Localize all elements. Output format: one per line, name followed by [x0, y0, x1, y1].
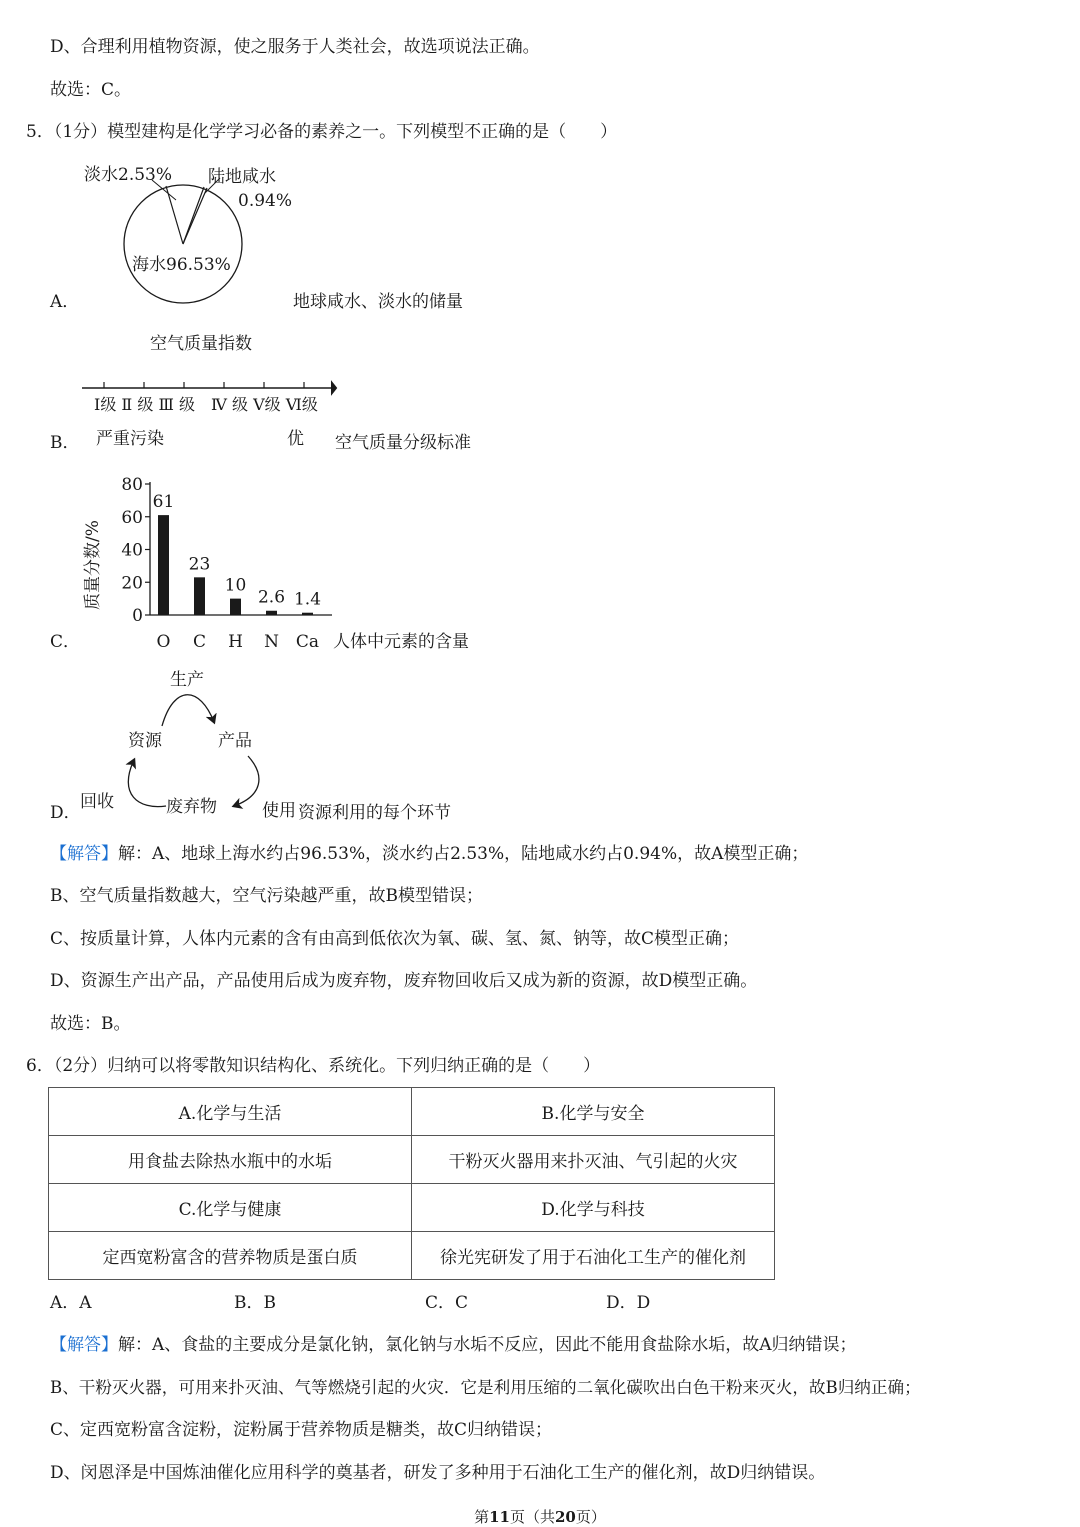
table-cell: 徐光宪研发了用于石油化工生产的催化剂: [412, 1232, 775, 1280]
air-quality-scale-figure: [80, 328, 340, 453]
q6-analysis-d: D、闵恩泽是中国炼油催化应用科学的奠基者，研发了多种用于石油化工生产的催化剂，故D归纳错误。: [50, 1463, 826, 1483]
scale-left-label: 严重污染: [96, 429, 164, 449]
pie-label-land-pct: 0.94%: [238, 191, 293, 211]
y-tick-label: 40: [121, 540, 143, 561]
table-cell: D.化学与科技: [412, 1184, 775, 1232]
bar-value-label: 61: [152, 492, 175, 513]
bar-value-label: 23: [188, 554, 211, 575]
pie-label-land: 陆地咸水: [208, 167, 276, 187]
table-cell: 定西宽粉富含的营养物质是蛋白质: [49, 1232, 412, 1280]
analysis-text: 解：A、地球上海水约占96.53%，淡水约占2.53%，陆地咸水约占0.94%，故A模型正确；: [118, 844, 809, 864]
cycle-resource: 资源: [128, 731, 162, 751]
bar-ca: [302, 613, 313, 615]
footer-text: 页）: [575, 1508, 606, 1526]
scale-levels: Ⅰ级 Ⅱ 级 Ⅲ 级 Ⅳ 级 Ⅴ级 Ⅵ级: [94, 395, 318, 414]
bar-value-label: 1.4: [293, 589, 322, 610]
table-row: [49, 1136, 775, 1184]
page-footer: [0, 1506, 1080, 1527]
cycle-recycle: 回收: [80, 792, 114, 812]
footer-text: 第: [474, 1508, 490, 1526]
option-c-letter: C．: [50, 632, 81, 652]
cycle-product: 产品: [218, 731, 252, 751]
question-5-stem: 5．（1分）模型建构是化学学习必备的素养之一。下列模型不正确的是（ ）: [26, 122, 618, 142]
table-cell: A.化学与生活: [49, 1088, 412, 1136]
q6-analysis-b: B、干粉灭火器，可用来扑灭油、气等燃烧引起的火灾．它是利用压缩的二氧化碳吹出白色干粉来灭火，故B归纳正确；: [50, 1378, 921, 1397]
q6-table: [48, 1087, 775, 1280]
q6-option-c: C．C: [425, 1293, 469, 1313]
x-tick-label: N: [264, 632, 279, 652]
q5-answer: 故选：B。: [50, 1014, 131, 1034]
y-tick-label: 0: [132, 606, 143, 626]
chart-y-axis-label: 质量分数/%: [83, 520, 103, 610]
q5-analysis-d: D、资源生产出产品，产品使用后成为废弃物，废弃物回收后又成为新的资源，故D模型正确。: [50, 971, 758, 991]
page-number: 11: [489, 1508, 510, 1526]
answer-line: 故选：C。: [50, 80, 132, 100]
table-cell: C.化学与健康: [49, 1184, 412, 1232]
x-tick-label: Ca: [295, 632, 320, 652]
table-row: [49, 1232, 775, 1280]
pie-label-fresh: 淡水2.53%: [84, 165, 173, 185]
table-cell: 用食盐去除热水瓶中的水垢: [49, 1136, 412, 1184]
bar-h: [230, 599, 241, 615]
option-a-letter: A．: [50, 292, 80, 312]
analysis-text: 解：A、食盐的主要成分是氯化钠，氯化钠与水垢不反应，因此不能用食盐除水垢，故A归纳错误；: [118, 1335, 857, 1355]
y-tick-label: 80: [121, 475, 143, 495]
q6-analysis-c: C、定西宽粉富含淀粉，淀粉属于营养物质是糖类，故C归纳错误；: [50, 1420, 553, 1440]
q6-option-d: D．D: [606, 1293, 651, 1313]
option-d-caption: 资源利用的每个环节: [298, 803, 451, 823]
table-row: [49, 1088, 775, 1136]
q5-analysis-a: [50, 843, 808, 865]
q6-option-a: A．A: [50, 1293, 92, 1313]
x-tick-label: C: [192, 632, 207, 652]
q5-analysis-b: B、空气质量指数越大，空气污染越严重，故B模型错误；: [50, 886, 483, 906]
water-pie-figure: [80, 158, 310, 318]
q6-option-b: B．B: [234, 1293, 276, 1313]
scale-right-label: 优: [287, 429, 304, 449]
page-total: 20: [555, 1508, 576, 1526]
option-d-letter: D．: [50, 803, 81, 823]
y-tick-label: 20: [121, 573, 143, 594]
bar-value-label: 2.6: [257, 587, 286, 608]
table-cell: B.化学与安全: [412, 1088, 775, 1136]
q6-analysis-a: [50, 1334, 857, 1356]
option-b-caption: 空气质量分级标准: [335, 433, 471, 453]
cycle-waste: 废弃物: [166, 797, 217, 817]
bar-c: [194, 577, 205, 615]
table-row: [49, 1184, 775, 1232]
cycle-produce: 生产: [170, 670, 204, 690]
q5-analysis-c: C、按质量计算，人体内元素的含有由高到低依次为氧、碳、氢、氮、钠等，故C模型正确；: [50, 929, 740, 949]
pie-label-sea: 海水96.53%: [132, 255, 231, 275]
bar-o: [158, 515, 169, 615]
y-tick-label: 60: [121, 507, 143, 528]
option-b-letter: B．: [50, 433, 80, 453]
scale-title: 空气质量指数: [150, 334, 252, 354]
element-content-bar-chart: [80, 470, 340, 655]
cycle-use: 使用: [262, 801, 296, 821]
option-a-caption: 地球咸水、淡水的储量: [293, 292, 463, 312]
option-c-caption: 人体中元素的含量: [333, 632, 469, 652]
bar-value-label: 10: [224, 575, 247, 596]
bar-n: [266, 611, 277, 615]
x-tick-label: O: [156, 632, 171, 652]
analysis-tag: 【解答】: [50, 1335, 118, 1355]
x-tick-label: H: [228, 632, 243, 652]
resource-cycle-figure: [78, 664, 278, 829]
question-6-stem: 6．（2分）归纳可以将零散知识结构化、系统化。下列归纳正确的是（ ）: [26, 1056, 601, 1076]
text-line: D、合理利用植物资源，使之服务于人类社会，故选项说法正确。: [50, 37, 540, 57]
table-cell: 干粉灭火器用来扑灭油、气引起的火灾: [412, 1136, 775, 1184]
footer-text: 页（共: [509, 1508, 555, 1526]
analysis-tag: 【解答】: [50, 844, 118, 864]
